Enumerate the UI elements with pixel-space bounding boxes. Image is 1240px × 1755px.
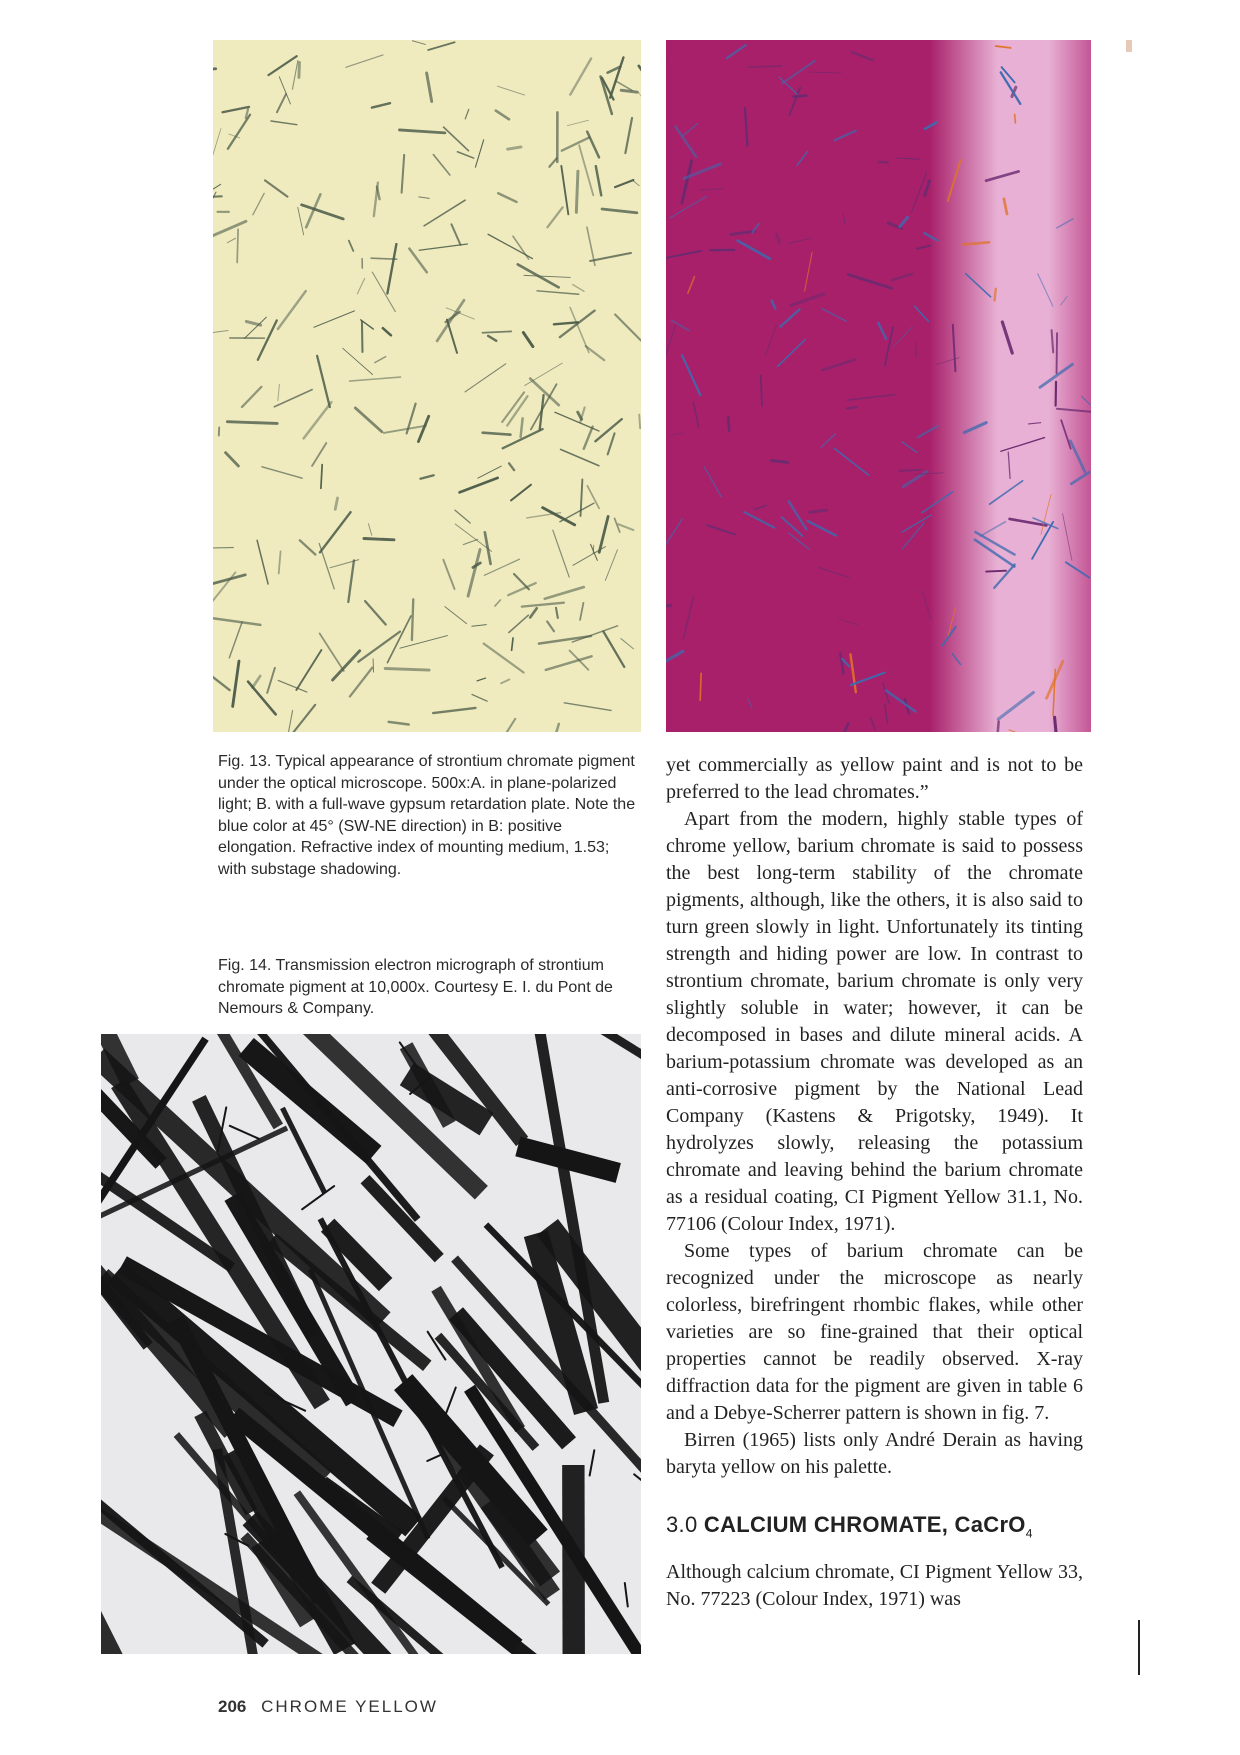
paragraph-birren: Birren (1965) lists only André Derain as having baryta yellow on his palette.	[666, 1429, 1083, 1478]
paragraph-barium-stability: Apart from the modern, highly stable types of chrome yellow, barium chromate is said to possess the best long-term stability of the chromate pigments, although, like the others, it is also said to turn green slowly in light. Unfortunately its tinting strength and hiding power are low. In contrast to strontium chromate, barium chromate is only very slightly soluble in water; however, it can be decomposed in bases and dilute mineral acids. A barium-potassium chromate was developed as an anti-corrosive pigment by the National Lead Company (Kastens & Prigotsky, 1949). It hydrolyzes slowly, releasing the potassium chromate and leaving behind the barium chromate as a residual coating, CI Pigment Yellow 31.1, No. 77106 (Colour Index, 1971).	[666, 808, 1083, 1235]
crystal-needle	[810, 510, 827, 512]
running-title: CHROME YELLOW	[261, 1697, 438, 1716]
crystal-needle	[793, 96, 806, 97]
crystal-needle	[1057, 333, 1058, 373]
figure-13a-micrograph	[213, 40, 641, 732]
figure-14-caption: Fig. 14. Transmission electron micrograph of strontium chromate pigment at 10,000x. Courtesy E. I. du Pont de Nemours & Company.	[218, 957, 613, 1017]
crystal-needle	[728, 417, 729, 431]
crystal-needle	[1015, 114, 1016, 122]
crystal-needle	[237, 229, 238, 262]
crystal-needle	[879, 162, 888, 163]
section-title: CALCIUM CHROMATE, CaCrO	[703, 1512, 1026, 1537]
figure-13b-image	[666, 40, 1091, 732]
crystal-needle	[364, 539, 394, 540]
section-number: 3.0	[666, 1512, 698, 1537]
crystal-needle	[639, 415, 640, 429]
crystal-needle	[621, 90, 637, 92]
crystal-needle	[371, 258, 396, 259]
crystal-needle	[227, 422, 277, 424]
section-heading	[666, 1511, 1083, 1547]
figure-13b-micrograph	[666, 40, 1091, 732]
crystal-needle	[761, 375, 762, 405]
crystal-needle	[412, 599, 413, 640]
figure-13a-image	[213, 40, 641, 732]
crystal-needle	[213, 196, 222, 197]
section-title-subscript: 4	[1025, 1526, 1033, 1541]
scan-edge-mark	[1138, 1620, 1140, 1675]
page-footer	[218, 1697, 438, 1717]
paragraph-barium-microscopy: Some types of barium chromate can be recognized under the microscope as nearly colorless, birefringent rhombic flakes, while other varieties are so fine-grained that their optical properties cannot be readily observed. X-ray diffraction data for the pigment are given in table 6 and a Debye-Scherrer pattern is shown in fig. 7.	[666, 1240, 1083, 1424]
crystal-needle	[899, 470, 920, 471]
crystal-needle	[700, 673, 701, 700]
crystal-needle	[385, 668, 429, 670]
crystal-needle	[998, 722, 999, 732]
crystal-needle	[771, 461, 788, 463]
figure-14-image	[101, 1034, 641, 1654]
figure-14-tem-micrograph	[101, 1034, 641, 1654]
crystal-needle	[576, 171, 578, 212]
crystal-rod	[573, 1465, 574, 1654]
scan-corner-mark	[1126, 40, 1132, 52]
paragraph-calcium-chromate: Although calcium chromate, CI Pigment Yellow 33, No. 77223 (Colour Index, 1971) was	[666, 1561, 1083, 1611]
figure-13-caption: Fig. 13. Typical appearance of strontium chromate pigment under the optical microscope. 500x:A. in plane-polarized light; B. with a full-wave gypsum retardation plate. Note the blue color at 45° (SW-NE direction) in B: positive elongation. Refractive index of mounting medium, 1.53; with substage shadowing.	[218, 753, 636, 878]
page-number: 206	[218, 1697, 247, 1716]
crystal-needle	[994, 289, 995, 301]
body-text-column	[666, 752, 1083, 1613]
crystal-needle	[847, 407, 857, 408]
crystal-needle	[986, 571, 1006, 572]
crystal-needle	[593, 545, 594, 553]
paragraph-continuation: yet commercially as yellow paint and is not to be preferred to the lead chromates.”	[666, 754, 1083, 803]
crystal-needle	[1055, 717, 1057, 732]
